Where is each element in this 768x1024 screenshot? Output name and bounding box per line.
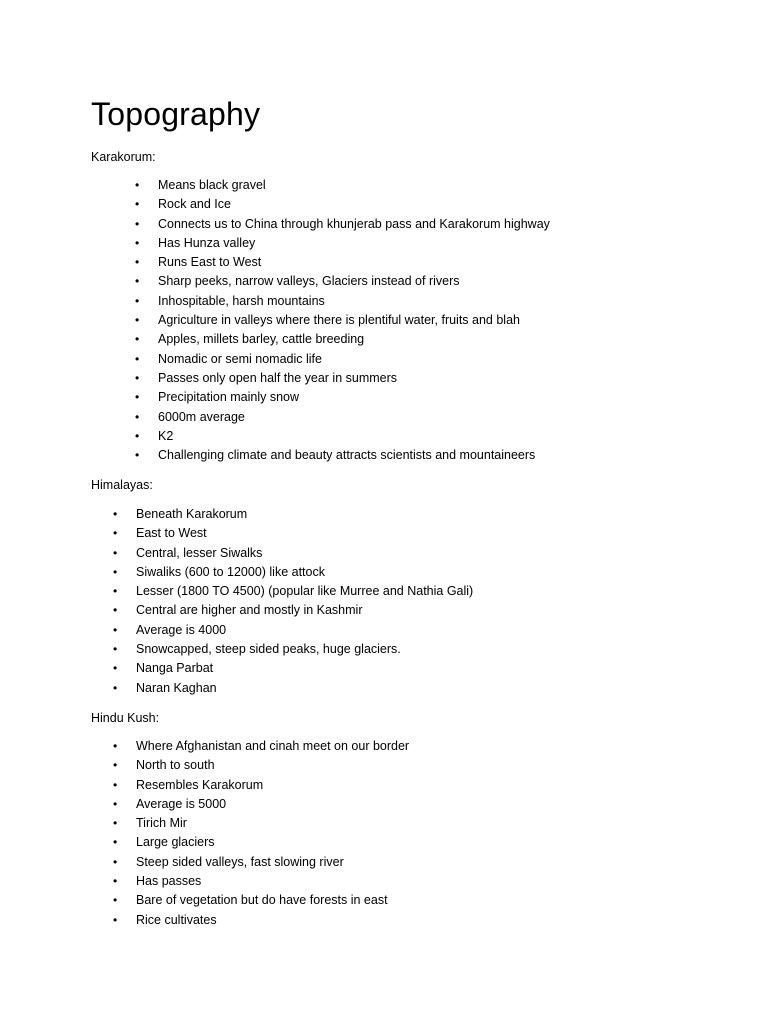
- list-item: • Average is 5000: [136, 795, 409, 814]
- bullet-icon: •: [113, 777, 118, 792]
- bullet-icon: •: [135, 448, 140, 463]
- list-item: • Average is 4000: [136, 621, 473, 640]
- list-item: • East to West: [136, 524, 473, 543]
- list-item: • Means black gravel: [158, 176, 550, 195]
- section-heading-karakorum: Karakorum:: [91, 150, 156, 164]
- bullet-icon: •: [135, 178, 140, 192]
- bullet-icon: •: [113, 816, 118, 831]
- list-item: • Siwaliks (600 to 12000) like attock: [136, 563, 473, 582]
- bullet-icon: •: [135, 274, 140, 289]
- bullet-icon: •: [135, 216, 140, 231]
- section-heading-himalayas: Himalayas:: [91, 478, 153, 492]
- bullet-icon: •: [135, 293, 140, 308]
- list-item: • Nomadic or semi nomadic life: [158, 350, 550, 369]
- bullet-icon: •: [113, 526, 118, 541]
- list-item: • Central, lesser Siwalks: [136, 544, 473, 563]
- bullet-icon: •: [135, 390, 140, 405]
- himalayas-list: [113, 505, 474, 698]
- bullet-icon: •: [135, 313, 140, 328]
- bullet-icon: •: [135, 428, 140, 443]
- list-item: • Sharp peeks, narrow valleys, Glaciers instead of rivers: [158, 272, 550, 291]
- list-item: • Large glaciers: [136, 833, 409, 852]
- bullet-icon: •: [113, 507, 118, 521]
- bullet-icon: •: [113, 564, 118, 579]
- list-item: • Tirich Mir: [136, 814, 409, 833]
- list-item: • Beneath Karakorum: [136, 505, 473, 524]
- list-item: • Precipitation mainly snow: [158, 388, 550, 407]
- karakorum-list: [135, 176, 550, 465]
- bullet-icon: •: [113, 545, 118, 560]
- page-title: Topography: [91, 96, 261, 132]
- bullet-icon: •: [113, 622, 118, 637]
- bullet-icon: •: [135, 197, 140, 212]
- bullet-icon: •: [113, 680, 118, 695]
- bullet-icon: •: [113, 584, 118, 599]
- bullet-icon: •: [113, 661, 118, 676]
- list-item: • Naran Kaghan: [136, 679, 473, 698]
- bullet-icon: •: [113, 642, 118, 657]
- bullet-icon: •: [135, 409, 140, 424]
- section-heading-hindu-kush: Hindu Kush:: [91, 711, 160, 725]
- list-item: • Runs East to West: [158, 253, 550, 272]
- bullet-icon: •: [135, 255, 140, 270]
- list-item: • Passes only open half the year in summers: [158, 369, 550, 388]
- list-item: • 6000m average: [158, 408, 550, 427]
- list-item: • Inhospitable, harsh mountains: [158, 292, 550, 311]
- list-item: • Nanga Parbat: [136, 659, 473, 678]
- hindu-kush-list: [113, 737, 410, 930]
- list-item: • Snowcapped, steep sided peaks, huge glaciers.: [136, 640, 473, 659]
- list-item: • Apples, millets barley, cattle breeding: [158, 330, 550, 349]
- list-item: • Rice cultivates: [136, 911, 409, 930]
- bullet-icon: •: [113, 796, 118, 811]
- bullet-icon: •: [113, 893, 118, 908]
- bullet-icon: •: [113, 758, 118, 773]
- list-item: • Agriculture in valleys where there is plentiful water, fruits and blah: [158, 311, 550, 330]
- bullet-icon: •: [113, 835, 118, 850]
- list-item: • Has Hunza valley: [158, 234, 550, 253]
- bullet-icon: •: [135, 370, 140, 385]
- list-item: • Connects us to China through khunjerab pass and Karakorum highway: [158, 215, 550, 234]
- bullet-icon: •: [113, 603, 118, 618]
- bullet-icon: •: [113, 912, 118, 927]
- list-item: • Steep sided valleys, fast slowing river: [136, 853, 409, 872]
- list-item: • Resembles Karakorum: [136, 776, 409, 795]
- bullet-icon: •: [113, 739, 118, 753]
- list-item: • K2: [158, 427, 550, 446]
- bullet-icon: •: [113, 854, 118, 869]
- list-item: • Has passes: [136, 872, 409, 891]
- bullet-icon: •: [135, 351, 140, 366]
- bullet-icon: •: [135, 235, 140, 250]
- list-item: • Lesser (1800 TO 4500) (popular like Murree and Nathia Gali): [136, 582, 473, 601]
- bullet-icon: •: [113, 874, 118, 889]
- list-item: • North to south: [136, 756, 409, 775]
- list-item: • Where Afghanistan and cinah meet on our border: [136, 737, 409, 756]
- list-item: • Central are higher and mostly in Kashmir: [136, 601, 473, 620]
- list-item: • Challenging climate and beauty attracts scientists and mountaineers: [158, 446, 550, 465]
- list-item: • Bare of vegetation but do have forests in east: [136, 891, 409, 910]
- bullet-icon: •: [135, 332, 140, 347]
- list-item: • Rock and Ice: [158, 195, 550, 214]
